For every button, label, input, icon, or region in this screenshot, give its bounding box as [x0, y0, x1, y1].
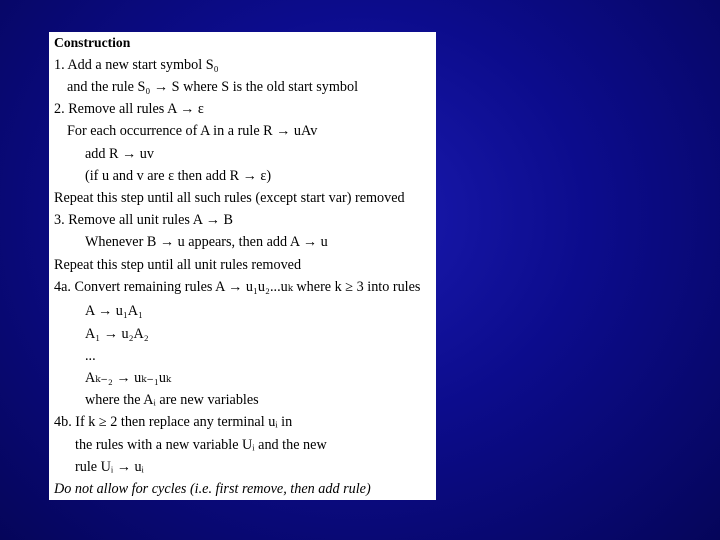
step-4b-variable-line: the rules with a new variable Uᵢ and the new [75, 437, 327, 453]
cycles-warning-line: Do not allow for cycles (i.e. first remove, then add rule) [54, 481, 371, 497]
step-4a-rule-last: Aₖ₋₂ → uₖ₋₁uₖ [85, 370, 172, 386]
step-4a-note: where the Aᵢ are new variables [85, 392, 259, 408]
panel-title: Construction [54, 35, 131, 50]
step-4a-ellipsis: ... [85, 348, 96, 364]
step-3-repeat-line: Repeat this step until all unit rules removed [54, 257, 302, 273]
content-panel [49, 32, 436, 500]
step-4a-rule-2: A₁ → u₂A₂ [85, 326, 149, 342]
step-2-condition-line: (if u and v are ε then add R → ε) [85, 168, 272, 184]
step-2-line: 2. Remove all rules A → ε [54, 101, 204, 117]
step-2-repeat-line: Repeat this step until all such rules (except start var) removed [54, 190, 405, 206]
step-3-line: 3. Remove all unit rules A → B [54, 212, 233, 228]
step-4b-line: 4b. If k ≥ 2 then replace any terminal uᵢ in [54, 414, 293, 430]
step-3-whenever-line: Whenever B → u appears, then add A → u [85, 234, 328, 250]
step-1-line: 1. Add a new start symbol S₀ [54, 57, 219, 73]
step-2-occurrence-line: For each occurrence of A in a rule R → uAv [67, 123, 318, 139]
step-4b-rule-line: rule Uᵢ → uᵢ [75, 459, 144, 475]
step-1-rule-line: and the rule S₀ → S where S is the old start symbol [67, 79, 359, 95]
step-4a-line: 4a. Convert remaining rules A → u₁u₂...uₖ where k ≥ 3 into rules [54, 279, 421, 295]
step-4a-rule-1: A → u₁A₁ [85, 303, 143, 319]
step-2-add-line: add R → uv [85, 146, 154, 162]
